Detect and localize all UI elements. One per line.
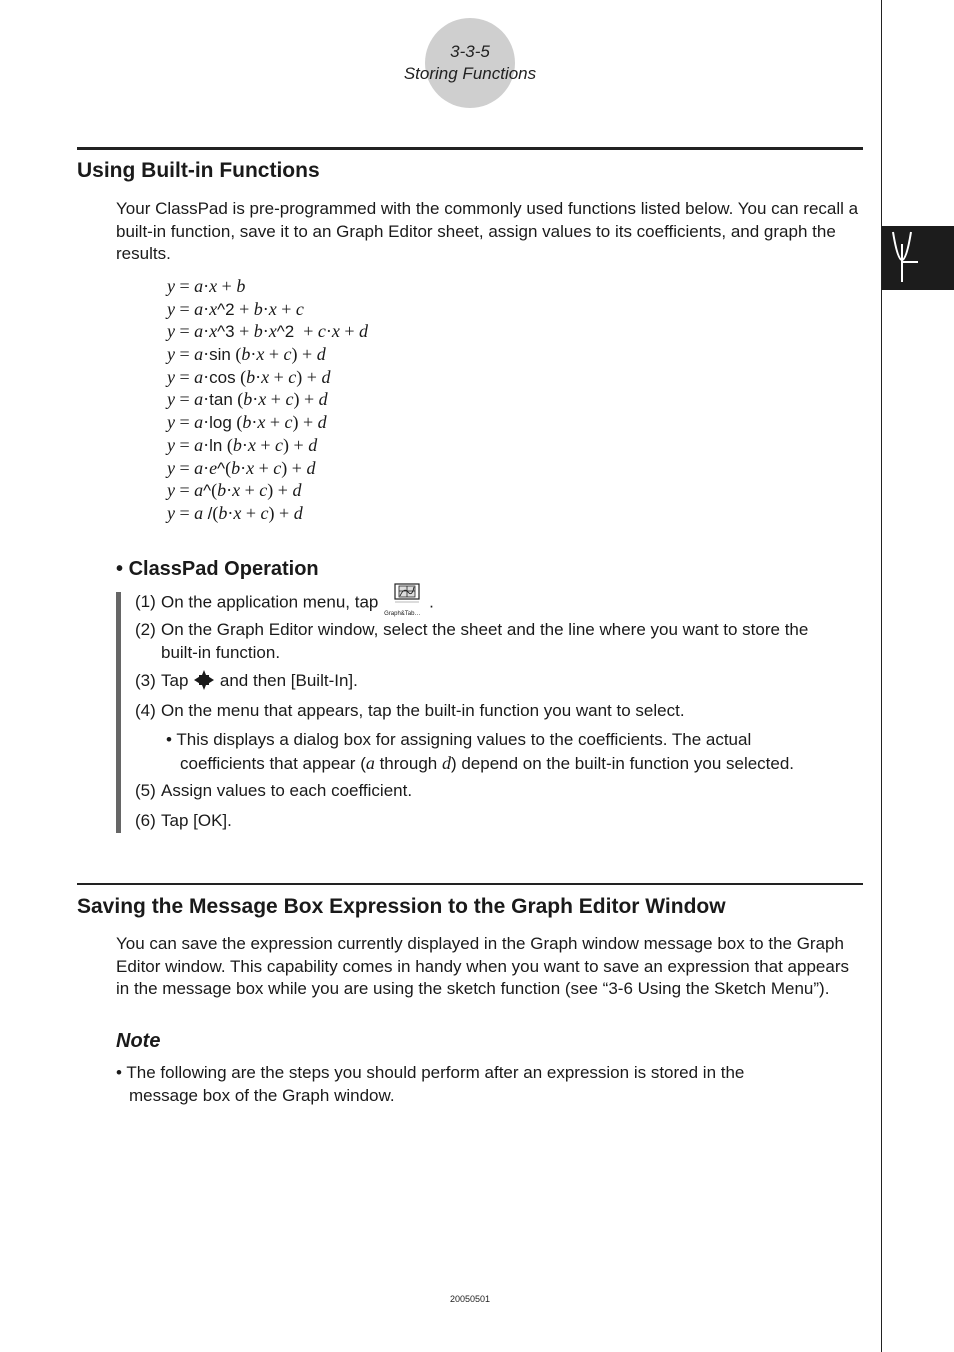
intro-paragraph: Your ClassPad is pre-programmed with the commonly used functions listed below. You can recall a built-in function, save it to an Graph Editor sheet, assign values to its coefficients, and graph the results. [116,199,859,263]
heading-rule [77,883,863,885]
bullet-dot: • [116,1063,127,1082]
operation-heading: • ClassPad Operation [116,558,319,580]
chapter-tab [882,226,954,290]
formula: y = a·log (b·x + c) + d [167,412,327,433]
graph-table-app-icon[interactable] [385,589,429,617]
section2-paragraph: You can save the expression currently displayed in the Graph window message box to the Graph Editor window. This capability comes in handy when you want to save an expression that appears in the message box while you are using the sketch function (see “3-6 Using the Sketch Menu”). [116,934,849,998]
formula: y = a·ln (b·x + c) + d [167,434,318,455]
formula: y = a^(b·x + c) + d [167,480,302,501]
step-2: (2) On the Graph Editor window, select the sheet and the line where you want to store the built-in function. [135,620,809,662]
formula: y = a·x + b [167,276,246,296]
diamond-menu-icon[interactable] [193,669,215,691]
note-heading: Note [116,1030,161,1052]
formula-list [167,275,368,525]
section-number: 3-3-5 [450,42,490,61]
formula: y = a·sin (b·x + c) + d [167,344,326,365]
bullet-dot: • [116,558,129,580]
step-5: (5) Assign values to each coefficient. [135,781,413,800]
heading-saving-message-box: Saving the Message Box Expression to the Graph Editor Window [77,895,726,918]
bullet-dot: • [166,730,177,749]
formula: y = a·x^2 + b·x + c [167,298,304,319]
formula: y = a·x^3 + b·x^2 + c·x + d [167,321,368,342]
app-icon-label: Graph&Tab… [384,611,421,617]
formula: y = a·tan (b·x + c) + d [167,389,328,410]
formula: y = a /(b·x + c) + d [167,502,303,523]
step-1: (1) On the application menu, tap Graph&Tab… . [135,589,860,617]
section-badge [425,18,515,108]
graph-axes-icon [882,226,954,290]
heading-rule [77,147,863,150]
footer-code: 20050501 [449,1294,491,1304]
step-4-note: • This displays a dialog box for assigning values to the coefficients. The actual coefficients that appear (a through d) depend on the built-in function you selected. [166,730,795,773]
step-3: (3) Tap and then [Built-In]. [135,670,860,693]
heading-built-in-functions: Using Built-in Functions [77,159,320,182]
formula: y = a·cos (b·x + c) + d [167,366,331,387]
operation-side-bar [116,592,121,833]
step-4: (4) On the menu that appears, tap the built-in function you want to select. [135,701,685,720]
page-edge-rule [881,0,882,1352]
step-6: (6) Tap [OK]. [135,811,232,830]
note-bullet: • The following are the steps you should perform after an expression is stored in the message box of the Graph window. [116,1063,745,1105]
formula: y = a·e^(b·x + c) + d [167,457,316,478]
section-title: Storing Functions [403,64,537,83]
